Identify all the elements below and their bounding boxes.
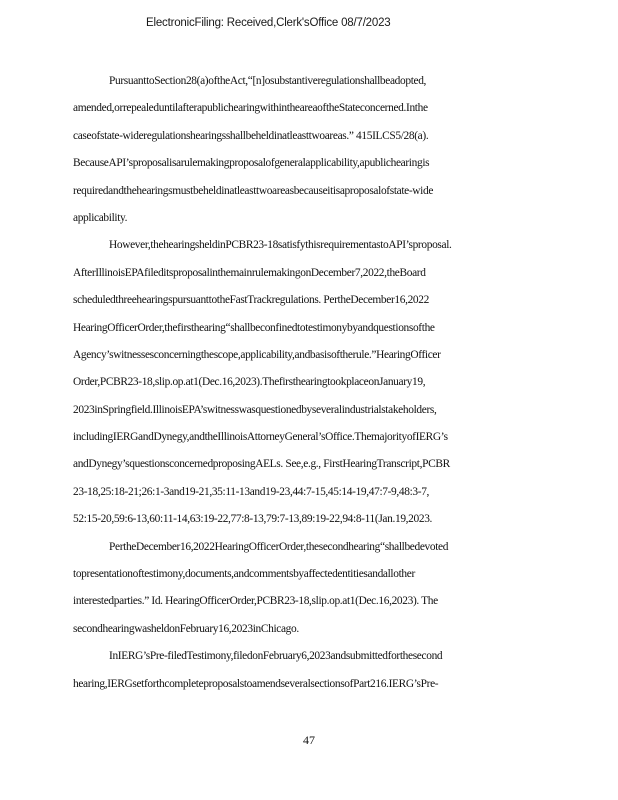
paragraph-line: HearingOfficerOrder,thefirsthearing“shallbeconfinedtotestimonybyandquestionsofthe (73, 321, 435, 334)
paragraph-line: hearing,IERGsetforthcompleteproposalstoamendseveralsectionsofPart216.IERG’sPre- (73, 677, 439, 690)
paragraph-line: amended,orrepealeduntilafterapublichearingwithintheareaoftheStateconcerned.Inthe (73, 102, 428, 115)
paragraph-line: 2023inSpringfield.IllinoisEPA’switnesswasquestionedbyseveralindustrialstakeholders, (73, 403, 437, 416)
paragraph-line: scheduledthreehearingspursuanttotheFastTrackregulations. PertheDecember16,2022 (73, 294, 429, 307)
page-number: 47 (303, 733, 315, 747)
paragraph-line: PursuanttoSection28(a)oftheAct,“[n]osubstantiveregulationshallbeadopted, (109, 75, 427, 87)
paragraph-line: InIERG’sPre-filedTestimony,filedonFebruary6,2023andsubmittedforthesecond (109, 650, 443, 663)
paragraph-line: PertheDecember16,2022HearingOfficerOrder,thesecondhearing“shallbedevoted (109, 540, 449, 553)
document-body (73, 68, 513, 698)
paragraph-line: interestedparties.” Id. HearingOfficerOrder,PCBR23-18,slip.op.at1(Dec.16,2023). The (73, 595, 438, 608)
paragraph-line: includingIERGandDynegy,andtheIllinoisAttorneyGeneral’sOffice.ThemajorityofIERG’s (73, 431, 448, 444)
paragraph-line: However,thehearingsheldinPCBR23-18satisfythisrequirementastoAPI’sproposal. (109, 239, 452, 252)
paragraph-line: 23-18,25:18-21;26:1-3and19-21,35:11-13and19-23,44:7-15,45:14-19,47:7-9,48:3-7, (73, 485, 430, 498)
paragraph-line: BecauseAPI’sproposalisarulemakingproposalofgeneralapplicability,apublichearingis (73, 157, 430, 170)
paragraph-line: caseofstate-wideregulationshearingsshallbeheldinatleasttwoareas.” 415ILCS5/28(a). (73, 129, 429, 142)
paragraph-line: andDynegy’squestionsconcernedproposingAELs. See,e.g., FirstHearingTranscript,PCBR (73, 458, 450, 471)
paragraph-line: requiredandthehearingsmustbeheldinatleasttwoareasbecauseitisaproposalofstate-wide (73, 184, 434, 197)
paragraph-line: secondhearingwasheldonFebruary16,2023inChicago. (73, 622, 299, 635)
paragraph-line: AfterIllinoisEPAfileditsproposalinthemainrulemakingonDecember7,2022,theBoard (73, 266, 426, 279)
paragraph-line: 52:15-20,59:6-13,60:11-14,63:19-22,77:8-13,79:7-13,89:19-22,94:8-11(Jan.19,2023. (73, 513, 433, 526)
paragraph-line: topresentationoftestimony,documents,andcommentsbyaffectedentitiesandallother (73, 568, 415, 581)
paragraph-line: Agency’switnessesconcerningthescope,applicability,andbasisoftherule.”HearingOfficer (73, 348, 441, 361)
paragraph-line: applicability. (73, 211, 128, 224)
paragraph-line: Order,PCBR23-18,slip.op.at1(Dec.16,2023).ThefirsthearingtookplaceonJanuary19, (73, 376, 426, 389)
filing-stamp-header: ElectronicFiling: Received,Clerk'sOffice 08/7/2023 (146, 17, 391, 29)
